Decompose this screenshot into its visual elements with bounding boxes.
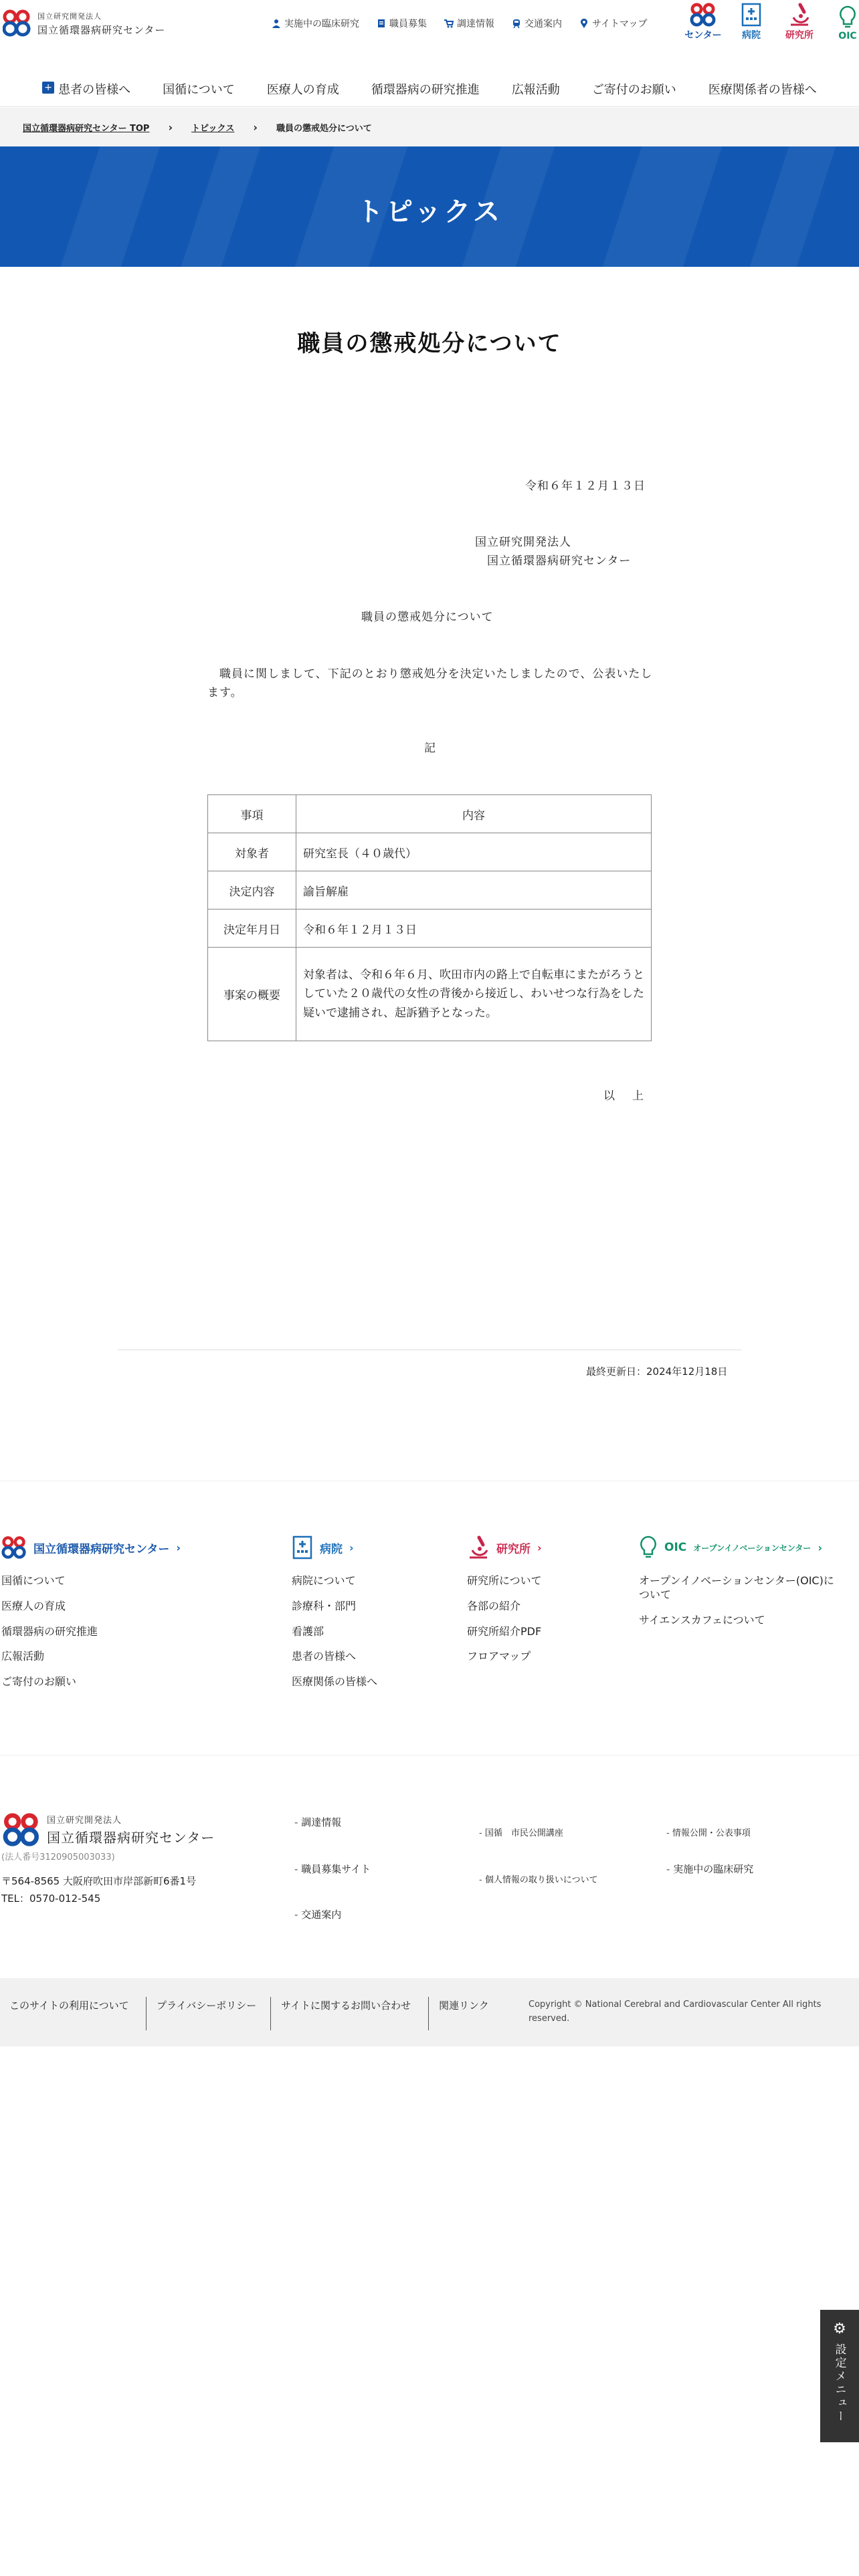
table-row <box>208 909 652 948</box>
bottom-separator <box>270 1997 271 2030</box>
gnav-label: ご寄付のお願い <box>591 83 676 97</box>
table-row <box>208 871 652 909</box>
footer-col-oic <box>639 1535 840 1638</box>
logo-small-text: 国立研究開発法人 <box>47 1816 122 1826</box>
breadcrumb-topics[interactable]: トピックス <box>191 123 235 134</box>
footer-col-title: 国立循環器病研究センター <box>33 1542 170 1556</box>
breadcrumb-top[interactable]: 国立循環器病研究センター TOP <box>23 123 150 134</box>
table-row-value: 研究室長（４０歳代） <box>296 833 652 871</box>
chevron-right-icon: › <box>168 120 173 134</box>
hospital-icon <box>292 1535 313 1560</box>
footer-col-hospital <box>292 1535 377 1701</box>
table-row-label: 事案の概要 <box>208 948 296 1041</box>
switch-oic[interactable] <box>827 0 859 47</box>
person-icon <box>272 19 281 28</box>
gnav-pr[interactable] <box>496 72 576 106</box>
gnav-professionals[interactable] <box>692 72 833 106</box>
footer-link[interactable]: 診療科・部門 <box>292 1599 357 1612</box>
notice-ijou: 以上 <box>603 1089 661 1103</box>
footer-link[interactable]: 広報活動 <box>1 1650 45 1663</box>
address-text: 〒564-8565 大阪府吹田市岸部新町6番1号 <box>1 1875 197 1887</box>
org-line-1: 国立研究開発法人 <box>475 536 571 549</box>
footer-link[interactable]: フロアマップ <box>467 1650 531 1663</box>
gnav-patients[interactable] <box>26 72 147 106</box>
settings-menu-tab[interactable] <box>820 2310 859 2442</box>
table-row-label: 決定内容 <box>208 871 296 909</box>
switch-center[interactable] <box>682 0 724 47</box>
corporate-number: (法人番号3120905003033) <box>1 1852 115 1862</box>
footer-logo[interactable] <box>3 1812 215 1847</box>
disciplinary-detail-table <box>207 794 652 1041</box>
hero-title: トピックス <box>357 197 502 227</box>
footer-sub-link[interactable]: - 個人情報の取り扱いについて <box>479 1872 598 1885</box>
footer-link[interactable]: 患者の皆様へ <box>292 1650 357 1663</box>
bottom-link-site-use[interactable]: このサイトの利用について <box>9 2000 129 2012</box>
gnav-label: 医療人の育成 <box>266 83 339 97</box>
logo-big-text: 国立循環器病研究センター <box>37 23 166 36</box>
copyright: Copyright © National Cerebral and Cardiovascular Center All rights reserved. <box>529 2000 822 2024</box>
chevron-right-icon: › <box>176 1541 181 1554</box>
footer-sub-link[interactable]: - 交通案内 <box>294 1907 341 1921</box>
notice-ki: 記 <box>424 742 436 755</box>
bottom-link-privacy[interactable]: プライバシーポリシー <box>157 2000 257 2012</box>
footer-link[interactable]: 研究所紹介PDF <box>467 1624 542 1638</box>
table-row-label: 対象者 <box>208 833 296 871</box>
gear-icon: ⚙ <box>833 2321 846 2337</box>
footer-sub-link[interactable]: - 職員募集サイト <box>294 1862 371 1876</box>
footer-link[interactable]: 循環器病の研究推進 <box>1 1624 98 1638</box>
ncvc-logo-icon <box>690 3 717 27</box>
footer-col-subtitle: オープンイノベーションセンター <box>693 1543 812 1553</box>
footer-sub-link[interactable]: - 実施中の臨床研究 <box>666 1862 753 1876</box>
table-header-cell: 内容 <box>296 795 652 833</box>
table-row-value: 対象者は、令和６年６月、吹田市内の路上で自転車にまたがろうとしていた２０歳代の女性の背後から接近し、わいせつな行為をした疑いで逮捕され、起訴猶予となった。 <box>296 948 652 1041</box>
footer-link[interactable]: 病院について <box>292 1574 356 1587</box>
train-icon <box>512 19 521 28</box>
switch-hospital[interactable] <box>731 0 772 47</box>
microscope-icon <box>788 3 811 27</box>
tel-text: TEL：0570-012-545 <box>1 1893 101 1905</box>
bottom-link-contact[interactable]: サイトに関するお問い合わせ <box>281 2000 411 2012</box>
util-link-label: 職員募集 <box>389 19 427 29</box>
footer-link[interactable]: サイエンスカフェについて <box>639 1613 765 1626</box>
ncvc-logo-icon <box>3 9 31 37</box>
footer-link[interactable]: 医療人の育成 <box>1 1599 66 1612</box>
notice-date: 令和６年１２月１３日 <box>525 479 646 493</box>
notice-subject: 職員の懲戒処分について <box>361 611 494 624</box>
gnav-label: 国循について <box>163 83 235 97</box>
switch-label: 研究所 <box>785 30 814 41</box>
lightbulb-icon <box>639 1535 658 1560</box>
footer-address <box>1 1872 196 1908</box>
util-link-access[interactable] <box>512 17 562 30</box>
ncvc-logo-icon <box>3 1812 40 1847</box>
table-row-value: 諭旨解雇 <box>296 871 652 909</box>
table-row <box>208 948 652 1041</box>
gnav-label: 医療関係者の皆様へ <box>708 83 817 97</box>
logo-small-text: 国立研究開発法人 <box>37 11 102 21</box>
gnav-donation[interactable] <box>576 72 692 106</box>
settings-menu-label: 設定メニュー <box>832 2343 846 2424</box>
footer-bottom-bar <box>0 1978 859 2046</box>
footer-link[interactable]: 看護部 <box>292 1624 324 1638</box>
footer-col-heading[interactable] <box>467 1535 542 1560</box>
switch-lab[interactable] <box>779 0 820 47</box>
switch-label: センター <box>684 30 722 41</box>
hospital-icon <box>741 3 762 27</box>
cart-icon <box>444 19 454 28</box>
logo-big-text: 国立循環器病研究センター <box>47 1830 215 1846</box>
switch-label: OIC <box>838 31 857 41</box>
footer-link[interactable]: 各部の紹介 <box>467 1599 521 1612</box>
gnav-research[interactable] <box>355 72 496 106</box>
table-row-value: 令和６年１２月１３日 <box>296 909 652 948</box>
table-header-cell: 事項 <box>208 795 296 833</box>
ncvc-logo-icon <box>1 1535 27 1560</box>
pin-icon <box>579 19 589 28</box>
footer-col-title: 研究所 <box>496 1542 531 1556</box>
site-logo[interactable] <box>3 9 165 37</box>
footer-col-title: OIC <box>664 1541 687 1554</box>
chevron-right-icon: › <box>253 120 258 134</box>
gnav-label: 広報活動 <box>511 83 560 97</box>
bottom-separator <box>428 1997 429 2030</box>
footer-link[interactable]: ご寄付のお願い <box>1 1675 77 1689</box>
util-link-label: 交通案内 <box>524 19 562 29</box>
site-switcher <box>682 0 859 47</box>
footer-sub-link[interactable]: - 国循 市民公開講座 <box>479 1826 563 1838</box>
bottom-separator <box>146 1997 147 2030</box>
util-link-sitemap[interactable] <box>579 17 647 30</box>
gnav-about[interactable] <box>147 72 251 106</box>
footer-link[interactable]: 研究所について <box>467 1574 542 1587</box>
footer-col-heading[interactable] <box>292 1535 377 1560</box>
global-nav <box>0 72 859 107</box>
footer-col-lab <box>467 1535 542 1675</box>
table-row <box>208 833 652 871</box>
footer-link[interactable]: オープンイノベーションセンター(OIC)について <box>639 1574 834 1601</box>
util-link-label: サイトマップ <box>592 19 648 29</box>
microscope-icon <box>467 1535 490 1560</box>
last-updated: 最終更新日：2024年12月18日 <box>586 1366 728 1378</box>
site-header <box>0 0 859 51</box>
footer-link[interactable]: 医療関係の皆様へ <box>292 1675 378 1689</box>
breadcrumb-current: 職員の懲戒処分について <box>276 123 372 134</box>
footer-col-heading[interactable] <box>639 1535 840 1560</box>
utility-nav <box>272 17 647 30</box>
gnav-education[interactable] <box>251 72 355 106</box>
page-title: 職員の懲戒処分について <box>297 330 562 357</box>
footer-col-title: 病院 <box>320 1542 343 1556</box>
notice-body: 職員に関しまして、下記のとおり懲戒処分を決定いたしましたので、公表いたします。 <box>207 667 653 700</box>
switch-label: 病院 <box>742 30 761 41</box>
chevron-right-icon: › <box>349 1541 354 1554</box>
org-line-2: 国立循環器病研究センター <box>487 554 632 568</box>
gnav-label: 患者の皆様へ <box>58 83 131 97</box>
table-row-label: 決定年月日 <box>208 909 296 948</box>
util-link-recruit[interactable] <box>377 17 427 30</box>
footer-link[interactable]: 国循について <box>1 1574 66 1587</box>
util-link-procurement[interactable] <box>444 17 494 30</box>
plus-icon: + <box>42 82 54 94</box>
chevron-right-icon: › <box>537 1541 542 1554</box>
util-link-label: 実施中の臨床研究 <box>284 19 359 29</box>
breadcrumb <box>0 108 859 146</box>
footer-col-center <box>1 1535 181 1701</box>
bottom-link-related[interactable]: 関連リンク <box>439 2000 489 2012</box>
util-link-label: 調達情報 <box>457 19 494 29</box>
gnav-label: 循環器病の研究推進 <box>371 83 480 97</box>
footer-sub-link[interactable]: - 情報公開・公表事項 <box>666 1826 751 1838</box>
document-icon <box>377 19 386 28</box>
page-hero <box>0 146 859 267</box>
lightbulb-icon <box>838 5 857 29</box>
footer-col-heading[interactable] <box>1 1535 181 1560</box>
chevron-right-icon: › <box>818 1541 823 1554</box>
footer-sub-link[interactable]: - 調達情報 <box>294 1815 341 1829</box>
util-link-clinical-trials[interactable] <box>272 17 359 30</box>
table-header-row <box>208 795 652 833</box>
